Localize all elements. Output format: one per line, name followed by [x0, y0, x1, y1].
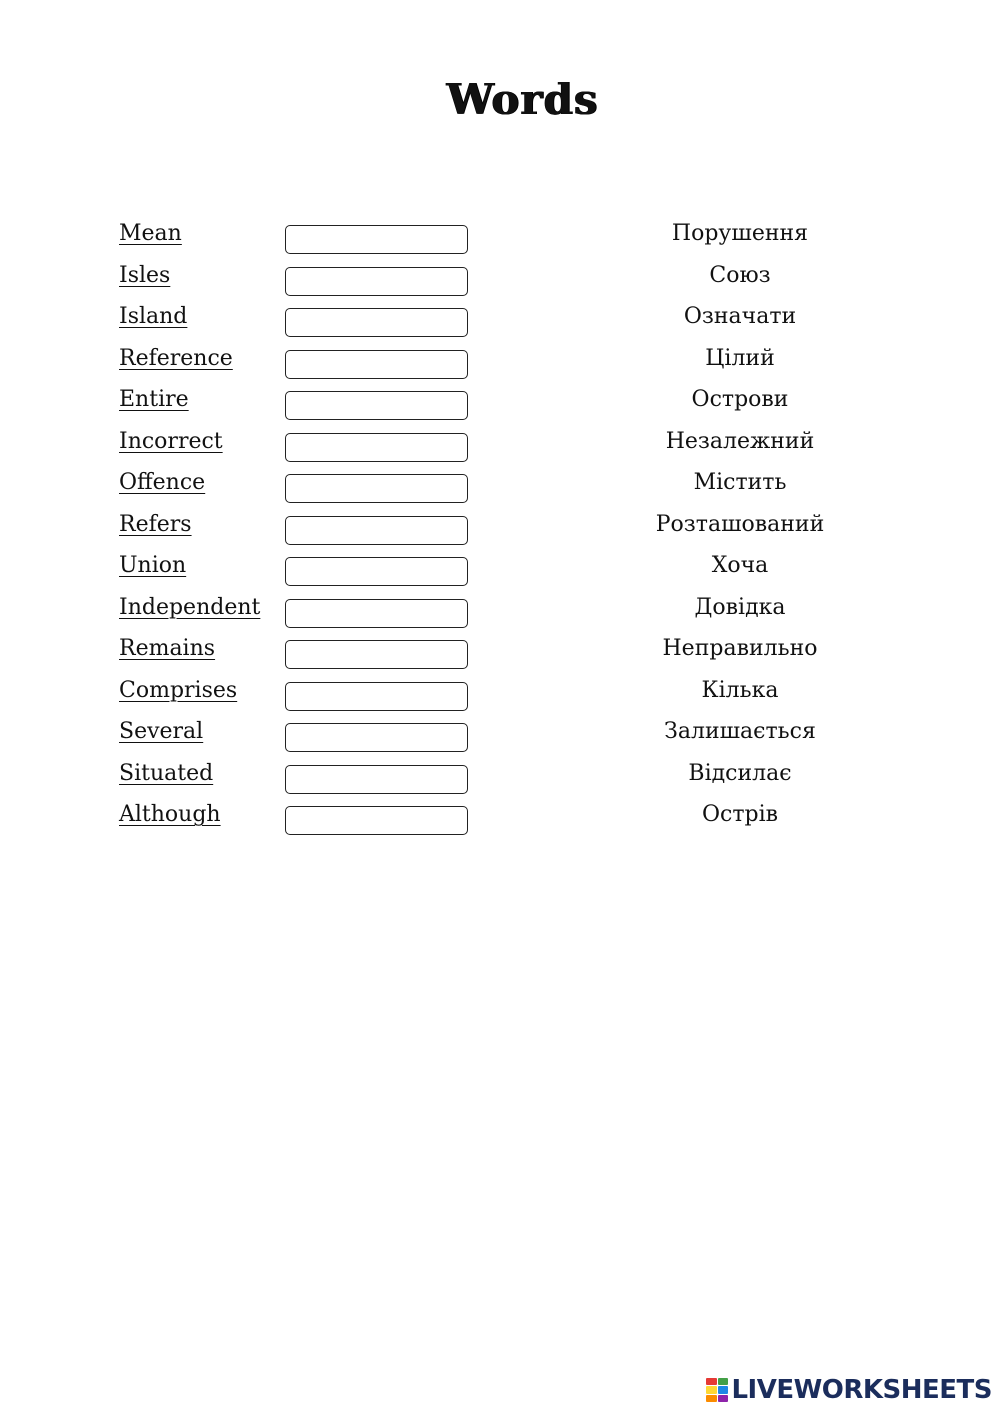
translation-word: Союз: [709, 262, 771, 288]
english-word: Several: [119, 719, 204, 744]
translation-word: Довідка: [694, 594, 786, 620]
logo-tile: [706, 1395, 717, 1402]
answer-input[interactable]: [285, 391, 468, 420]
table-row: [0, 547, 1000, 589]
translation-word: Острів: [701, 802, 779, 827]
english-word: Situated: [119, 760, 214, 786]
logo-tile: [706, 1378, 717, 1385]
answer-input[interactable]: [285, 225, 468, 254]
answer-input[interactable]: [285, 640, 468, 669]
translation-word: Незалежний: [665, 428, 815, 454]
translation-word: Залишається: [664, 719, 816, 744]
answer-input[interactable]: [285, 682, 468, 711]
table-row: [0, 423, 1000, 465]
table-row: [0, 589, 1000, 631]
table-row: [0, 755, 1000, 797]
brand-logo[interactable]: [706, 1373, 992, 1407]
table-row: [0, 464, 1000, 506]
answer-input[interactable]: [285, 765, 468, 794]
english-word: Union: [119, 553, 187, 578]
answer-input[interactable]: [285, 267, 468, 296]
english-word: Although: [119, 802, 221, 827]
english-word: Independent: [119, 594, 261, 620]
answer-input[interactable]: [285, 806, 468, 835]
answer-input[interactable]: [285, 557, 468, 586]
english-word: Mean: [119, 221, 182, 246]
logo-tile: [706, 1386, 717, 1393]
translation-word: Неправильно: [662, 636, 818, 661]
translation-word: Порушення: [671, 221, 809, 246]
table-row: [0, 506, 1000, 548]
liveworksheets-logo-icon: [706, 1378, 728, 1402]
answer-input[interactable]: [285, 350, 468, 379]
english-word: Isles: [119, 262, 171, 288]
answer-input[interactable]: [285, 308, 468, 337]
translation-word: Відсилає: [688, 760, 792, 786]
table-row: [0, 796, 1000, 838]
table-row: [0, 215, 1000, 257]
brand-name: LIVEWORKSHEETS: [731, 1375, 992, 1405]
page-title: Words: [446, 75, 599, 124]
matching-list: [0, 215, 1000, 838]
english-word: Offence: [119, 470, 206, 495]
english-word: Incorrect: [119, 428, 223, 454]
table-row: [0, 257, 1000, 299]
english-word: Entire: [119, 387, 189, 412]
english-word: Comprises: [119, 677, 238, 703]
translation-word: Хоча: [711, 553, 769, 578]
table-row: [0, 630, 1000, 672]
translation-word: Острови: [691, 387, 789, 412]
logo-tile: [718, 1395, 729, 1402]
translation-word: Розташований: [655, 511, 825, 537]
translation-word: Кілька: [701, 677, 779, 703]
logo-tile: [718, 1386, 729, 1393]
table-row: [0, 298, 1000, 340]
table-row: [0, 672, 1000, 714]
table-row: [0, 381, 1000, 423]
translation-word: Містить: [693, 470, 787, 495]
answer-input[interactable]: [285, 474, 468, 503]
answer-input[interactable]: [285, 516, 468, 545]
table-row: [0, 713, 1000, 755]
translation-word: Цілий: [705, 345, 775, 371]
english-word: Reference: [119, 345, 233, 371]
answer-input[interactable]: [285, 723, 468, 752]
answer-input[interactable]: [285, 599, 468, 628]
english-word: Refers: [119, 511, 192, 537]
logo-tile: [718, 1378, 729, 1385]
answer-input[interactable]: [285, 433, 468, 462]
english-word: Remains: [119, 636, 216, 661]
table-row: [0, 340, 1000, 382]
english-word: Island: [119, 304, 188, 329]
translation-word: Означати: [683, 304, 797, 329]
